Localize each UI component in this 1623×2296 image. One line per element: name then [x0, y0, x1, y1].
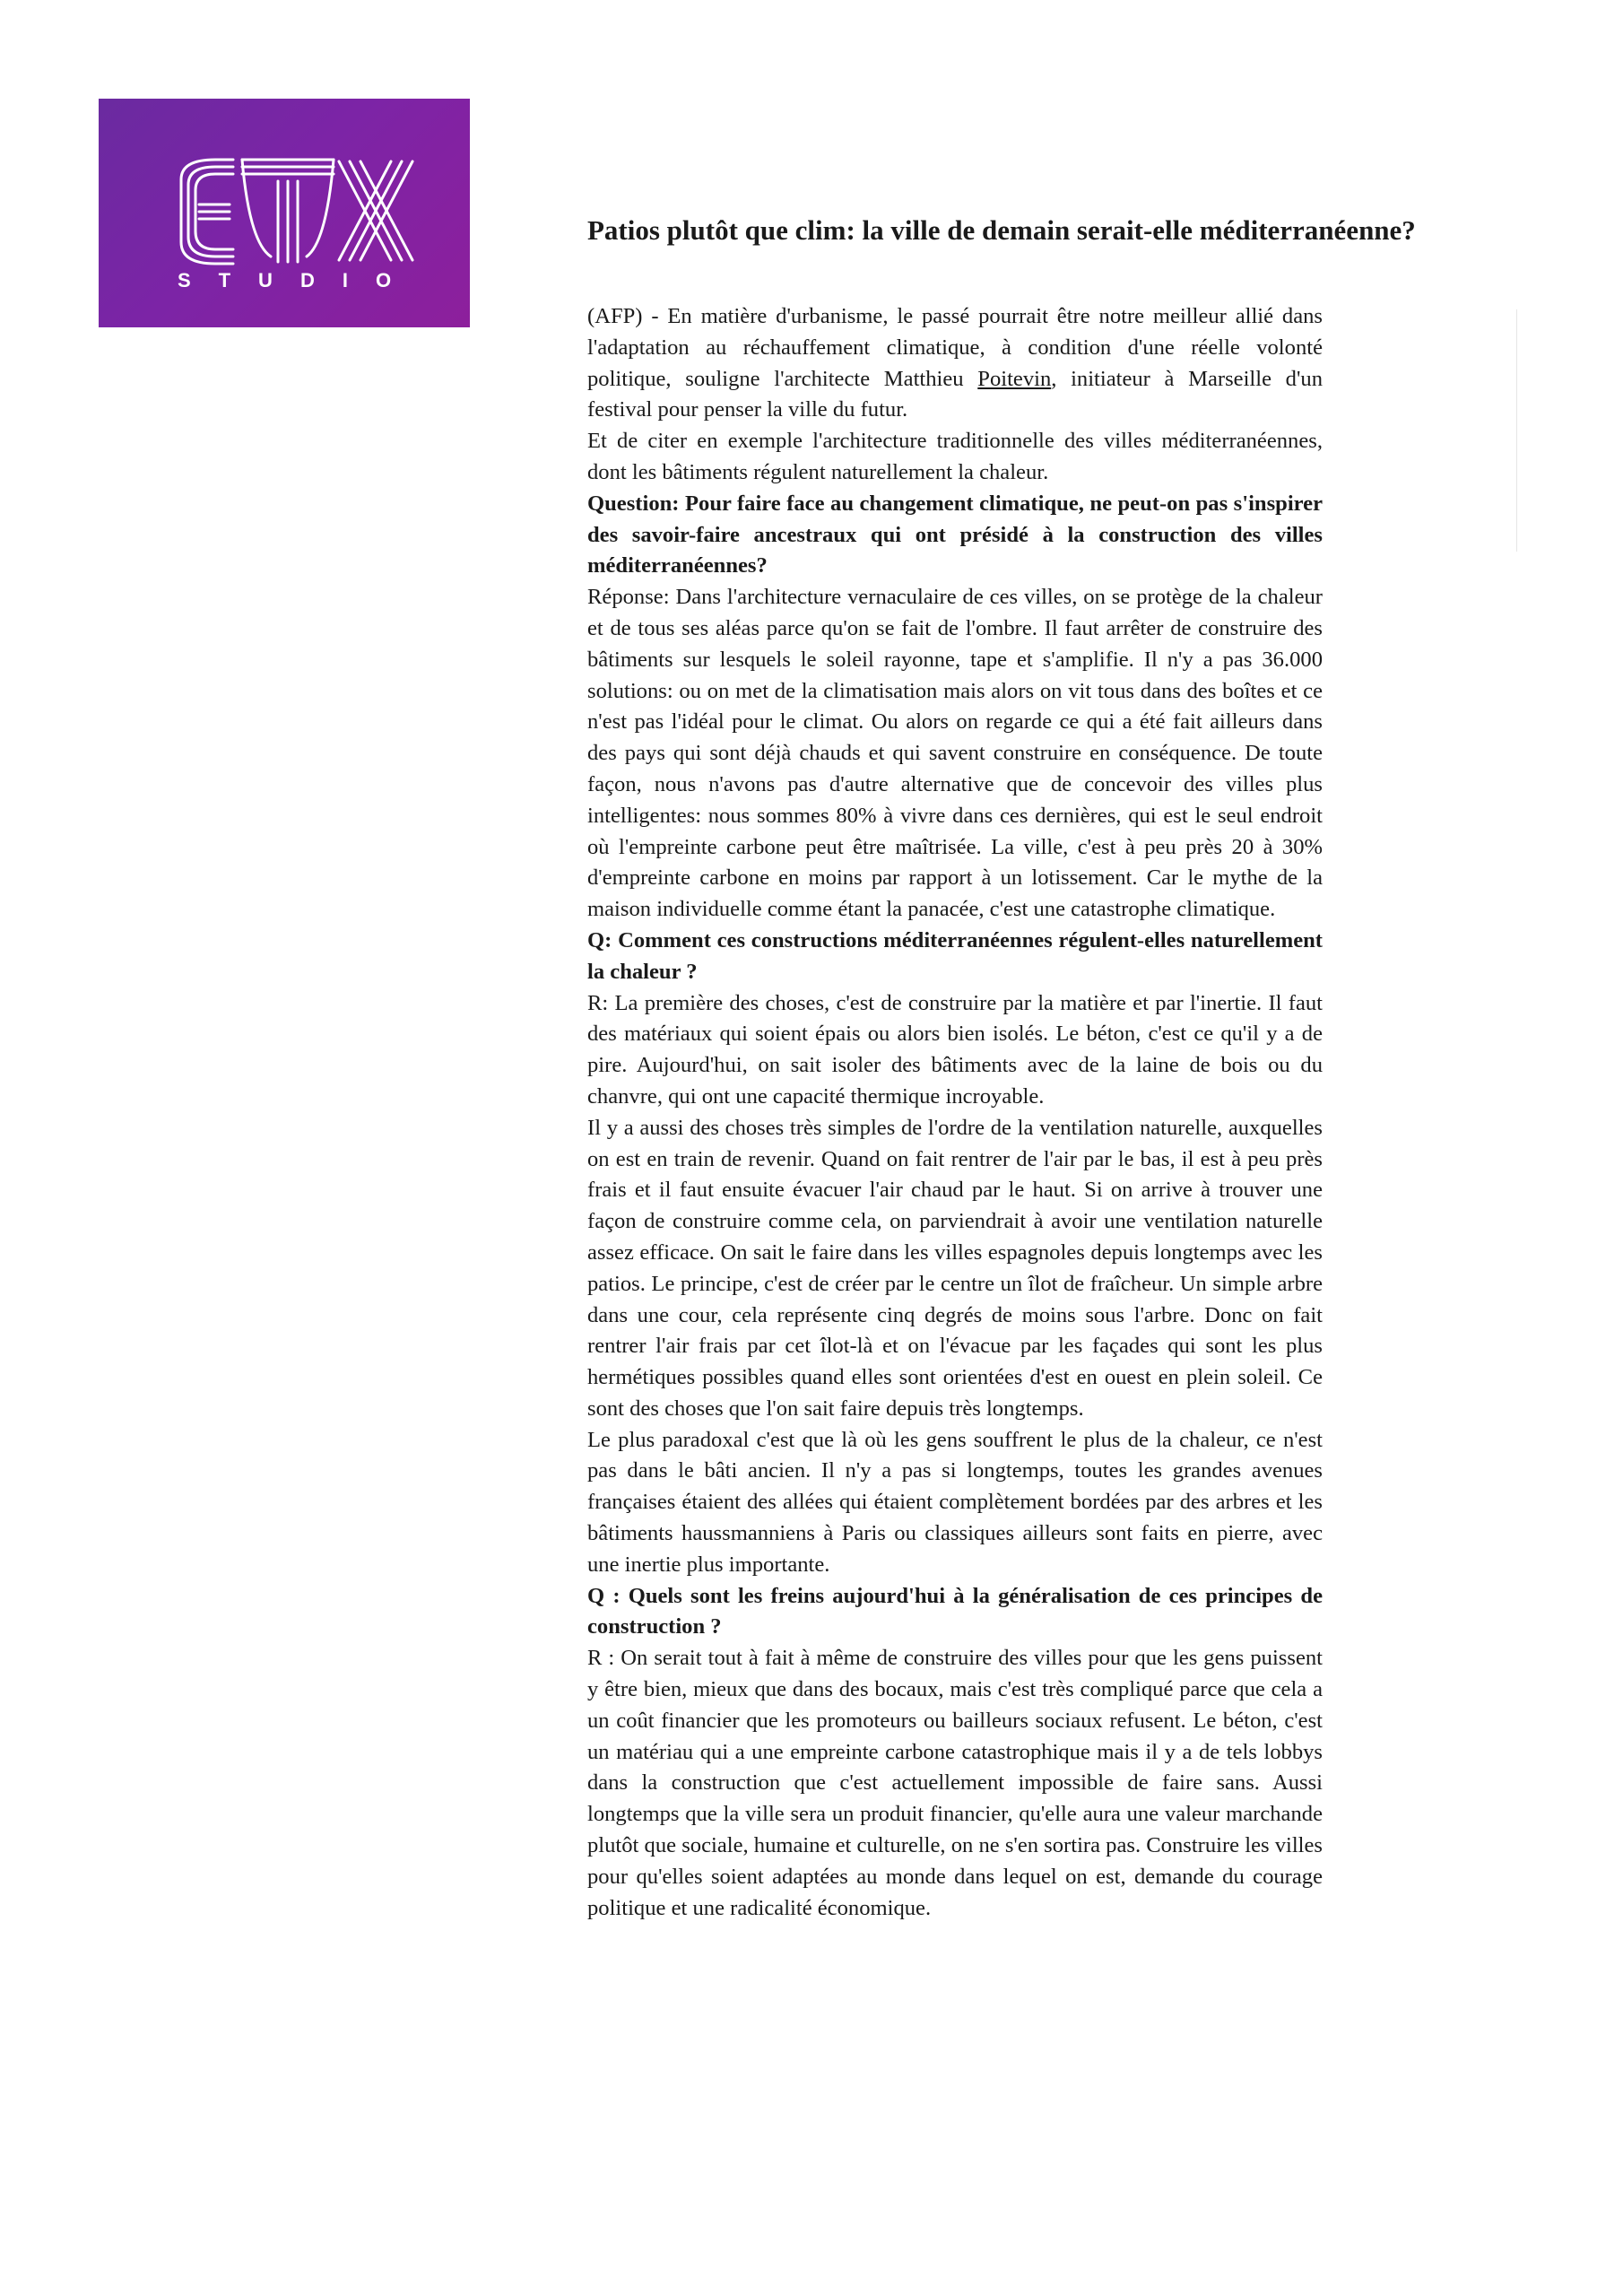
interview-answer: Réponse: Dans l'architecture vernaculaire de ces villes, on se protège de la chaleur et de tous ses aléas parce qu'on se fait de l'ombre. Il faut arrêter de construire des bâtiments sur lesquels le soleil rayonne, tape et s'amplifie. Il n'y a pas 36.000 solutions: ou on met de la climatisation mais alors on vit tous dans des boîtes et ce n'est pas l'idéal pour le climat. Ou alors on regarde ce qui a été fait ailleurs dans des pays qui sont déjà chauds et qui savent construire en conséquence. De toute façon, nous n'avons pas d'autre alternative que de concevoir des villes plus intelligentes: nous sommes 80% à vivre dans ces dernières, qui est le seul endroit où l'empreinte carbone peut être maîtrisée. La ville, c'est à peu près 20 à 30% d'empreinte carbone en moins par rapport à un lotissement. Car le mythe de la maison individuelle comme étant la panacée, c'est une catastrophe climatique.: [587, 585, 1323, 922]
etx-wordmark-icon: [99, 99, 470, 327]
interview-question: Q : Quels sont les freins aujourd'hui à la généralisation de ces principes de construction ?: [587, 1583, 1323, 1639]
article-paragraph: Et de citer en exemple l'architecture traditionnelle des villes méditerranéennes, dont les bâtiments régulent naturellement la chaleur.: [587, 429, 1323, 484]
article-body: [587, 301, 1323, 1924]
logo-subtitle: STUDIO: [177, 269, 420, 291]
interview-question: Question: Pour faire face au changement climatique, ne peut-on pas s'inspirer des savoir-faire ancestraux qui ont présidé à la construction des villes méditerranéennes?: [587, 491, 1323, 578]
etx-studio-logo: [99, 99, 470, 327]
margin-rule: [1516, 309, 1517, 552]
author-name-link[interactable]: Poitevin: [977, 366, 1052, 391]
interview-question: Q: Comment ces constructions méditerranéennes régulent-elles naturellement la chaleur ?: [587, 927, 1323, 984]
article-intro: (AFP) - En matière d'urbanisme, le passé pourrait être notre meilleur allié dans l'adaptation au réchauffement climatique, à condition d'une réelle volonté politique, souligne l'architecte Matthieu Poitevin, initiateur à Marseille d'un festival pour penser la ville du futur.: [587, 304, 1324, 422]
interview-answer: R: La première des choses, c'est de construire par la matière et par l'inertie. Il faut des matériaux qui soient épais ou alors bien isolés. Le béton, c'est ce qu'il y a de pire. Aujourd'hui, on sait isoler des bâtiments avec de la laine de bois ou du chanvre, qui ont une capacité thermique incroyable.: [587, 990, 1323, 1109]
interview-answer: R : On serait tout à fait à même de construire des villes pour que les gens puissent y être bien, mieux que dans des bocaux, mais c'est très compliqué parce que cela a un coût financier que les promoteurs ou bailleurs sociaux refusent. Le béton, c'est un matériau qui a une empreinte carbone catastrophique mais il y a de tels lobbys dans la construction que c'est actuellement impossible de faire sans. Aussi longtemps que la ville sera un produit financier, qu'elle aura une valeur marchande plutôt que sociale, humaine et culturelle, on ne s'en sortira pas. Construire les villes pour qu'elles soient adaptées au monde dans lequel on est, demande du courage politique et une radicalité économique.: [587, 1646, 1323, 1920]
article-paragraph: Le plus paradoxal c'est que là où les gens souffrent le plus de la chaleur, ce n'est pas dans le bâti ancien. Il n'y a pas si longtemps, toutes les grandes avenues françaises étaient des allées qui étaient complètement bordées par des arbres et les bâtiments haussmanniens à Paris ou classiques ailleurs sont faits en pierre, avec une inertie plus importante.: [587, 1427, 1323, 1577]
article-headline: Patios plutôt que clim: la ville de demain serait-elle méditerranéenne?: [587, 214, 1416, 246]
article-paragraph: Il y a aussi des choses très simples de l'ordre de la ventilation naturelle, auxquelles on est en train de revenir. Quand on fait rentrer de l'air par le bas, il est à peu près frais et il faut ensuite évacuer l'air chaud par le haut. Si on arrive à trouver une façon de construire comme cela, on parviendrait à avoir une ventilation naturelle assez efficace. On sait le faire dans les villes espagnoles depuis longtemps avec les patios. Le principe, c'est de créer par le centre un îlot de fraîcheur. Un simple arbre dans une cour, cela représente cinq degrés de moins sous l'arbre. Donc on fait rentrer l'air frais par cet îlot-là et on l'évacue par les façades qui sont les plus hermétiques possibles quand elles sont orientées d'est en ouest en plein soleil. Ce sont des choses que l'on sait faire depuis très longtemps.: [587, 1115, 1323, 1421]
